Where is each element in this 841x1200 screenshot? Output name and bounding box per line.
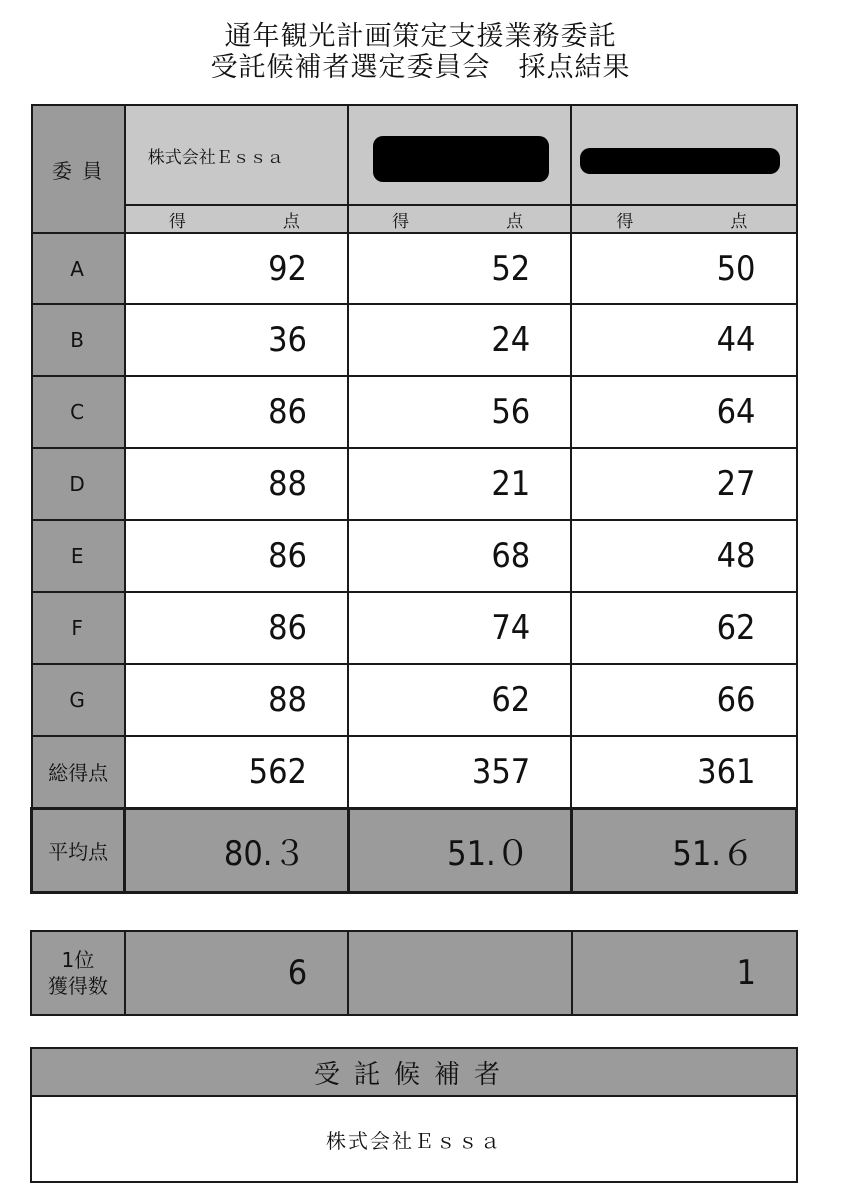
average-cell: 51.０ [348, 808, 571, 892]
total-cell: 357 [348, 736, 571, 808]
average-cell: 80.３ [125, 808, 348, 892]
total-row [32, 736, 797, 808]
table-row [32, 376, 797, 448]
score-subheader-3: 得 点 [571, 205, 796, 233]
score-cell: 62 [571, 592, 796, 664]
first-place-count: 1 [572, 931, 797, 1015]
total-label: 総得点 [32, 736, 125, 808]
redaction-mark [373, 136, 549, 182]
member-label: D [32, 448, 125, 520]
company-name-1: 株式会社Ｅｓｓａ [125, 105, 348, 205]
first-place-label [31, 931, 125, 1015]
score-cell: 24 [348, 304, 571, 376]
candidate-name: 株式会社Ｅｓｓａ [31, 1096, 797, 1182]
score-cell: 44 [571, 304, 796, 376]
member-label: A [32, 233, 125, 304]
score-subheader-1: 得 点 [125, 205, 348, 233]
total-cell: 562 [125, 736, 348, 808]
table-row [32, 448, 797, 520]
redaction-mark [580, 148, 780, 174]
average-row [32, 808, 797, 892]
score-cell: 74 [348, 592, 571, 664]
score-cell: 36 [125, 304, 348, 376]
score-cell: 21 [348, 448, 571, 520]
candidate-table [30, 1047, 798, 1183]
table-row [32, 233, 797, 304]
score-cell: 86 [125, 520, 348, 592]
member-label: E [32, 520, 125, 592]
score-cell: 62 [348, 664, 571, 736]
member-label: C [32, 376, 125, 448]
score-cell: 64 [571, 376, 796, 448]
score-cell: 86 [125, 592, 348, 664]
score-table [30, 104, 798, 894]
candidate-header: 受託候補者 [31, 1048, 797, 1096]
score-cell: 52 [348, 233, 571, 304]
table-row [32, 304, 797, 376]
score-cell: 88 [125, 664, 348, 736]
score-cell: 66 [571, 664, 796, 736]
first-place-label-line2: 獲得数 [47, 974, 108, 998]
first-place-count: 6 [125, 931, 348, 1015]
document-title-line2: 受託候補者選定委員会 採点結果 [210, 52, 631, 83]
score-cell: 48 [571, 520, 796, 592]
score-subheader-2: 得 点 [348, 205, 571, 233]
average-label: 平均点 [32, 808, 125, 892]
table-row [32, 592, 797, 664]
score-cell: 27 [571, 448, 796, 520]
member-header: 委 員 [32, 105, 125, 233]
score-cell: 88 [125, 448, 348, 520]
table-row [32, 520, 797, 592]
score-cell: 56 [348, 376, 571, 448]
member-label: G [32, 664, 125, 736]
member-label: F [32, 592, 125, 664]
score-cell: 86 [125, 376, 348, 448]
table-row [32, 664, 797, 736]
document-title-line1: 通年観光計画策定支援業務委託 [224, 21, 617, 52]
company-name-3-redacted [571, 105, 796, 205]
total-cell: 361 [571, 736, 796, 808]
member-label: B [32, 304, 125, 376]
score-cell: 68 [348, 520, 571, 592]
score-cell: 50 [571, 233, 796, 304]
first-place-table [30, 930, 798, 1016]
first-place-count [348, 931, 571, 1015]
average-cell: 51.６ [571, 808, 796, 892]
score-cell: 92 [125, 233, 348, 304]
first-place-label-line1: 1位 [61, 948, 95, 972]
company-name-2-redacted [348, 105, 571, 205]
